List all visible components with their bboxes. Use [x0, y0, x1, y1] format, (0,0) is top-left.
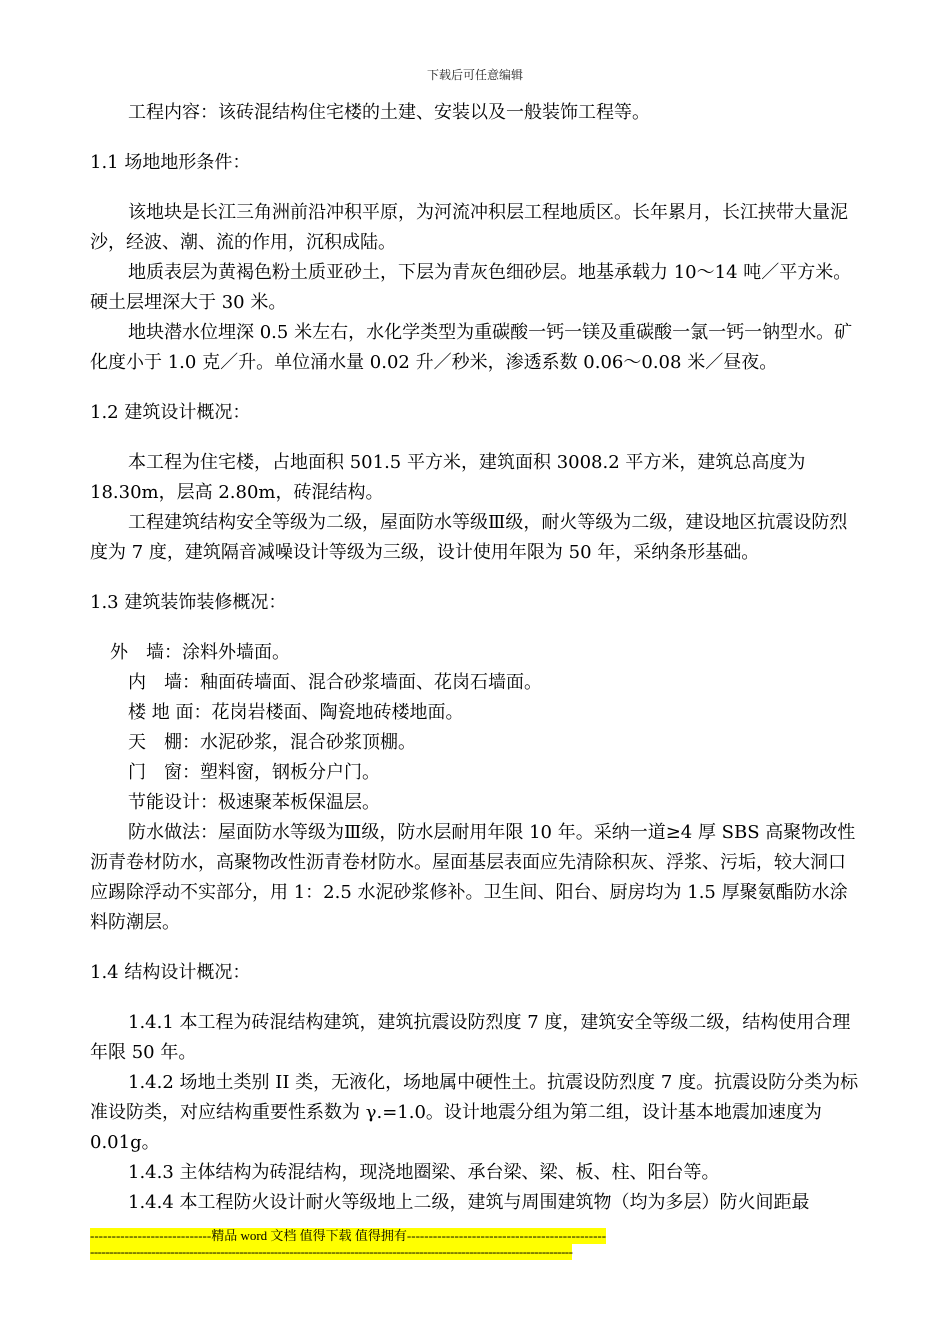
waterproof-paragraph: 防水做法：屋面防水等级为Ⅲ级，防水层耐用年限 10 年。采纳一道≥4 厚 SBS 高聚物改性沥青卷材防水，高聚物改性沥青卷材防水。屋面基层表面应先清除积灰、浮浆、污垢，较大洞口应踢除浮动不实部分，用 1：2.5 水泥砂浆修补。卫生间、阳台、厨房均为 1.5 厚聚氨酯防水涂料防潮层。: [90, 822, 856, 933]
section-1-4-para: 1.4.1 本工程为砖混结构建筑，建筑抗震设防烈度 7 度，建筑安全等级二级，结构使用合理年限 50 年。: [90, 1012, 851, 1063]
section-1-1-para: 地块潜水位埋深 0.5 米左右，水化学类型为重碳酸一钙一镁及重碳酸一氯一钙一钠型水。矿化度小于 1.0 克／升。单位涌水量 0.02 升／秒米，渗透系数 0.06～0.08 米／昼夜。: [90, 322, 853, 373]
section-1-4-para: 1.4.4 本工程防火设计耐火等级地上二级，建筑与周围建筑物（均为多层）防火间距最: [128, 1192, 810, 1213]
section-1-3-title: 1.3 建筑装饰装修概况：: [90, 592, 287, 613]
section-1-4-title: 1.4 结构设计概况：: [90, 962, 251, 983]
footer-line-1: ----------------------------精品 word 文档 值得下载 值得拥有----------------------------------------------: [90, 1228, 607, 1243]
document-body: [90, 98, 860, 1218]
finish-item: 楼 地 面：花岗岩楼面、陶瓷地砖楼地面。: [128, 702, 464, 723]
section-1-4-para: 1.4.3 主体结构为砖混结构，现浇地圈梁、承台梁、梁、板、柱、阳台等。: [128, 1162, 720, 1183]
finish-item: 节能设计：极速聚苯板保温层。: [128, 792, 380, 813]
section-1-1-para: 该地块是长江三角洲前沿冲积平原，为河流冲积层工程地质区。长年累月，长江挟带大量泥沙，经波、潮、流的作用，沉积成陆。: [90, 202, 848, 253]
section-1-1-para: 地质表层为黄褐色粉土质亚砂土，下层为青灰色细砂层。地基承载力 10～14 吨／平方米。硬土层埋深大于 30 米。: [90, 262, 852, 313]
finish-item: 门 窗：塑料窗，钢板分户门。: [128, 762, 380, 783]
finish-item: 天 棚：水泥砂浆，混合砂浆顶棚。: [128, 732, 416, 753]
section-1-1-title: 1.1 场地地形条件：: [90, 152, 251, 173]
page-header: 下载后可任意编辑: [426, 68, 523, 82]
footer-banner: [90, 1228, 606, 1260]
finish-item: 外 墙：涂料外墙面。: [110, 642, 290, 663]
section-1-2-para: 工程建筑结构安全等级为二级，屋面防水等级Ⅲ级，耐火等级为二级，建设地区抗震设防烈度为 7 度，建筑隔音减噪设计等级为三级，设计使用年限为 50 年，采纳条形基础。: [90, 512, 848, 563]
section-1-2-para: 本工程为住宅楼，占地面积 501.5 平方米，建筑面积 3008.2 平方米，建筑总高度为 18.30m，层高 2.80m，砖混结构。: [90, 452, 806, 503]
finish-item: 内 墙：釉面砖墙面、混合砂浆墙面、花岗石墙面。: [128, 672, 542, 693]
section-1-4-para: 1.4.2 场地土类别 II 类，无液化，场地属中硬性土。抗震设防烈度 7 度。抗震设防分类为标准设防类，对应结构重要性系数为 γ.=1.0。设计地震分组为第二组，设计基本地震加速度为 0.01g。: [90, 1072, 859, 1153]
section-1-2-title: 1.2 建筑设计概况：: [90, 402, 251, 423]
intro-paragraph: 工程内容：该砖混结构住宅楼的土建、安装以及一般装饰工程等。: [128, 102, 650, 123]
footer-line-2: ------------------------------------------------------------------------------------------------------------------------------: [90, 1244, 573, 1259]
